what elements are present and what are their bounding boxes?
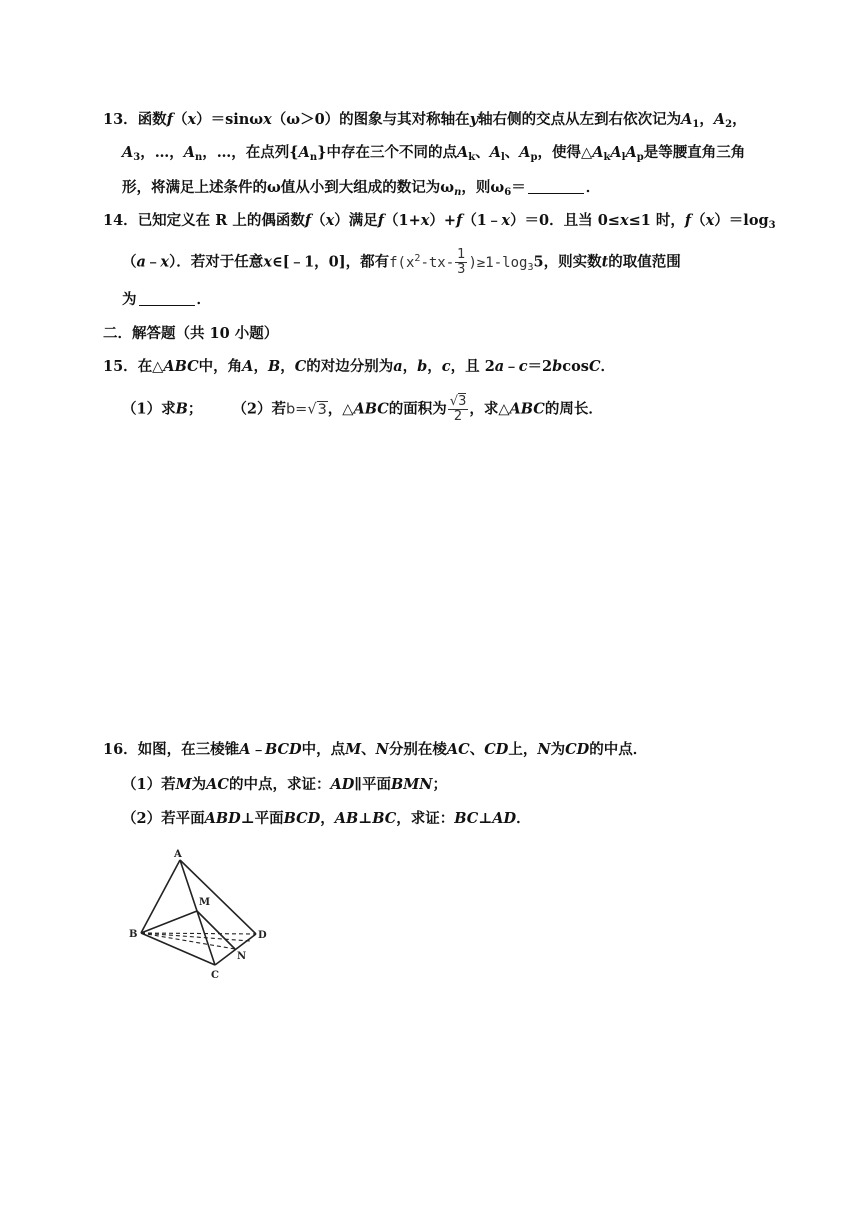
q13-text: ， [699, 111, 714, 128]
q13-line3 [122, 178, 600, 203]
formula-part: -tx- [420, 254, 455, 271]
fraction-numerator: √3 [449, 394, 467, 409]
q16-text: （2）若平面 [122, 810, 205, 827]
fraction-denominator: 2 [453, 409, 463, 424]
q16-text: M [345, 741, 362, 758]
q13-text: x [187, 111, 197, 128]
q14-text: ∈[﹣1，0]，都有 [271, 253, 390, 271]
q15-text: ABC [509, 400, 545, 418]
q13-text: n [309, 152, 318, 163]
q13-text: A [625, 144, 637, 161]
q14-line2 [122, 248, 681, 278]
q16-text: 、 [361, 741, 376, 758]
q16-text: CD [484, 741, 509, 758]
q16-text: BCD [283, 810, 321, 827]
q13-text: 轴右侧的交点从左到右依次记为 [478, 111, 682, 128]
q15-text: C [588, 358, 601, 375]
figure-edges [141, 860, 256, 965]
fraction-denominator: 3 [457, 262, 466, 277]
label-D: D [258, 930, 267, 941]
q13-text: 3 [133, 152, 141, 163]
q16-text: ， [320, 810, 335, 827]
q16-line3 [122, 809, 531, 829]
q15-text: ABC [163, 358, 199, 375]
q14-text: x [420, 212, 430, 229]
q14-text: ）＝0．且当 0≤ [510, 212, 620, 229]
q14-text: 已知定义在 R 上的偶函数 [137, 212, 305, 229]
q13-text: 1 [692, 119, 700, 130]
q14-text: f [684, 212, 692, 229]
q14-text: ）．若对于任意 [169, 253, 264, 271]
q13-text: }中存在三个不同的点 [317, 144, 457, 161]
q15-text: B [175, 400, 188, 418]
q14-number: 14． [103, 212, 138, 229]
q13-line1 [103, 110, 747, 135]
q15-text: 的面积为 [388, 400, 447, 418]
tetrahedron-figure [125, 845, 275, 985]
q13-text: A [122, 144, 134, 161]
q13-text: A [592, 144, 604, 161]
q16-text: ∥平面 [354, 776, 391, 793]
q15-line2 [122, 395, 603, 424]
q14-text: t [601, 253, 609, 271]
q16-text: N [537, 741, 551, 758]
q13-text: （ [172, 111, 188, 128]
q16-text: 为 [550, 741, 566, 758]
edge-BM [141, 911, 197, 933]
q16-text: BC [454, 810, 479, 827]
q13-text: ，…， [140, 144, 184, 161]
formula-part: 3 [527, 261, 534, 273]
q15-text: B [267, 358, 281, 375]
label-B: B [129, 929, 138, 940]
q13-text: l [500, 152, 505, 163]
q13-text: A [456, 144, 469, 161]
q13-line2 [122, 143, 745, 168]
q14-text: x [619, 212, 629, 229]
q15-text: ． [600, 358, 615, 375]
q16-text: ，求证： [396, 810, 455, 827]
q15-line1 [103, 357, 615, 377]
q16-text: AD [330, 776, 355, 793]
q15-text: ﹣ [504, 358, 519, 375]
q16-text: CD [565, 741, 590, 758]
q13-text: 是等腰直角三角 [643, 144, 746, 161]
q13-text: A [489, 144, 501, 161]
q13-text: 、 [475, 144, 490, 161]
q16-text: （1）若 [122, 776, 176, 793]
q15-text: ABC [353, 400, 389, 418]
q16-text: 上， [508, 741, 538, 758]
q14-text: 的取值范围 [608, 253, 681, 271]
q13-text: ，则ω [461, 179, 505, 196]
section-heading: 二．解答题（共 10 小题） [103, 325, 279, 342]
q15-text: cos [562, 358, 589, 375]
fraction [455, 248, 467, 277]
q14-text: a [136, 253, 146, 271]
q15-text: A [242, 358, 254, 375]
q14-text: ）+ [429, 212, 457, 229]
q16-text: 中，点 [301, 741, 346, 758]
q16-text: ABD [204, 810, 241, 827]
q16-text: 的中点． [589, 741, 648, 758]
q16-text: 如图，在三棱锥 [137, 741, 240, 758]
q14-text: ． [196, 291, 211, 308]
q16-text: 的中点，求证： [228, 776, 331, 793]
q14-text: （ [691, 212, 706, 229]
radicand: 3 [458, 394, 467, 409]
q14-text: ）满足 [334, 212, 378, 229]
q14-text: x [160, 253, 170, 271]
q13-text: n [195, 152, 203, 163]
fraction [448, 395, 469, 424]
q13-text: ． [585, 179, 601, 196]
q13-text: p [636, 152, 644, 163]
edge-AB [141, 860, 180, 933]
q13-text: 2 [725, 119, 733, 130]
q14-text: f [377, 212, 384, 229]
q16-number: 16． [103, 741, 138, 758]
q14-text: （ [311, 212, 326, 229]
q13-text: ，…，在点列{ [202, 144, 299, 161]
q15-text: 在△ [137, 358, 164, 375]
q16-text: AB [334, 810, 359, 827]
inequality-formula [389, 247, 534, 277]
q13-text: 、 [504, 144, 520, 161]
q16-text: M [175, 776, 192, 793]
q16-text: A﹣BCD [239, 741, 302, 758]
q13-text: 6 [504, 187, 512, 198]
edge-AD [180, 860, 256, 934]
q14-text: x [325, 212, 335, 229]
q14-text: f [456, 212, 463, 229]
q15-text: c [518, 358, 528, 375]
q13-text: l [621, 152, 626, 163]
formula-part: 2 [414, 252, 421, 264]
q13-text: k [603, 152, 611, 163]
label-N: N [237, 951, 247, 962]
q13-number: 13． [103, 111, 138, 128]
label-M: M [199, 897, 211, 908]
q13-text: x [263, 111, 272, 128]
label-C: C [211, 970, 219, 981]
q13-text: y [469, 111, 479, 128]
q15-text: 的周长． [544, 400, 603, 418]
q15-text: a [494, 358, 505, 375]
q13-text: A [681, 111, 693, 128]
q13-text: ， [732, 111, 747, 128]
q15-text: c [441, 358, 451, 375]
q15-text: b [552, 358, 563, 375]
q13-text: ＝ [511, 179, 526, 196]
q16-text: ⊥ [358, 810, 373, 827]
q14-text: x [705, 212, 715, 229]
q13-text: A [713, 111, 726, 128]
q16-text: AD [492, 810, 517, 827]
formula-part: f(x [389, 254, 415, 271]
q14-text: （1+ [384, 212, 421, 229]
q16-text: BC [372, 810, 397, 827]
q13-text: k [468, 152, 476, 163]
q14-text: ）＝log [714, 212, 769, 229]
q15-text: 中，角 [198, 358, 243, 375]
q15-text: b [417, 358, 428, 375]
q15-text: ＝2 [527, 358, 553, 375]
q13-text: p [530, 152, 538, 163]
radicand: 3 [317, 401, 327, 418]
q16-text: ． [516, 810, 531, 827]
q15-text: a [393, 358, 403, 375]
q15-text: ， [427, 358, 442, 375]
q15-text: ； [187, 400, 203, 418]
q16-text: AC [446, 741, 470, 758]
q15-text: （1）求 [122, 400, 176, 418]
q13-text: f [166, 111, 173, 128]
q16-text: ； [432, 776, 448, 793]
q13-text: A [519, 144, 531, 161]
formula-part: )≥1-log [468, 254, 528, 271]
q13-text: ，使得△ [537, 144, 593, 161]
q14-text: f [304, 212, 312, 229]
q14-text: 5，则实数 [533, 253, 602, 271]
q15-text: 的对边分别为 [306, 358, 394, 375]
q14-text: x [501, 212, 511, 229]
q14-line1 [103, 211, 776, 236]
q15-text: ，△ [327, 400, 354, 418]
q16-text: 分别在棱 [388, 741, 447, 758]
q14-text: （1﹣ [462, 212, 502, 229]
q13-text: n [454, 187, 462, 198]
q15-text: ，求△ [469, 400, 510, 418]
q16-line1 [103, 740, 647, 760]
sqrt-expression: b=√3 [285, 401, 327, 418]
q16-line2 [122, 775, 447, 795]
answer-blank[interactable] [139, 291, 195, 306]
q16-text: N [375, 741, 389, 758]
label-A: A [174, 849, 182, 860]
sqrt-part: b= [285, 401, 308, 418]
q16-text: BMN [390, 776, 433, 793]
q13-text: 函数 [137, 111, 167, 128]
q15-text: ， [402, 358, 418, 375]
q16-text: 、 [469, 741, 485, 758]
q15-text: C [294, 358, 307, 375]
answer-blank[interactable] [528, 179, 584, 194]
q15-number: 15． [103, 358, 138, 375]
fraction-numerator: 1 [457, 247, 466, 262]
q16-text: AC [206, 776, 229, 793]
q14-text: （ [122, 253, 137, 271]
q16-text: ⊥ [478, 810, 493, 827]
q15-text: ， [280, 358, 295, 375]
q14-text: 为 [122, 291, 137, 308]
q16-text: 为 [191, 776, 207, 793]
q15-text: （2）若 [232, 400, 286, 418]
q13-text: A [183, 144, 195, 161]
q13-text: （ω＞0）的图象与其对称轴在 [271, 111, 470, 128]
q13-text: 形，将满足上述条件的ω值从小到大组成的数记为ω [122, 179, 455, 196]
q14-text: ﹣ [145, 253, 161, 271]
q15-text: ， [253, 358, 268, 375]
q14-line3 [122, 290, 211, 310]
q13-text: ）＝sinω [196, 111, 264, 128]
q14-text: ≤1 时， [628, 212, 685, 229]
q14-text: x [263, 253, 272, 271]
q15-text: ，且 2 [450, 358, 495, 375]
q13-text: A [298, 144, 310, 161]
q13-text: A [610, 144, 622, 161]
q14-text: 3 [768, 220, 776, 231]
q16-text: ⊥平面 [240, 810, 284, 827]
